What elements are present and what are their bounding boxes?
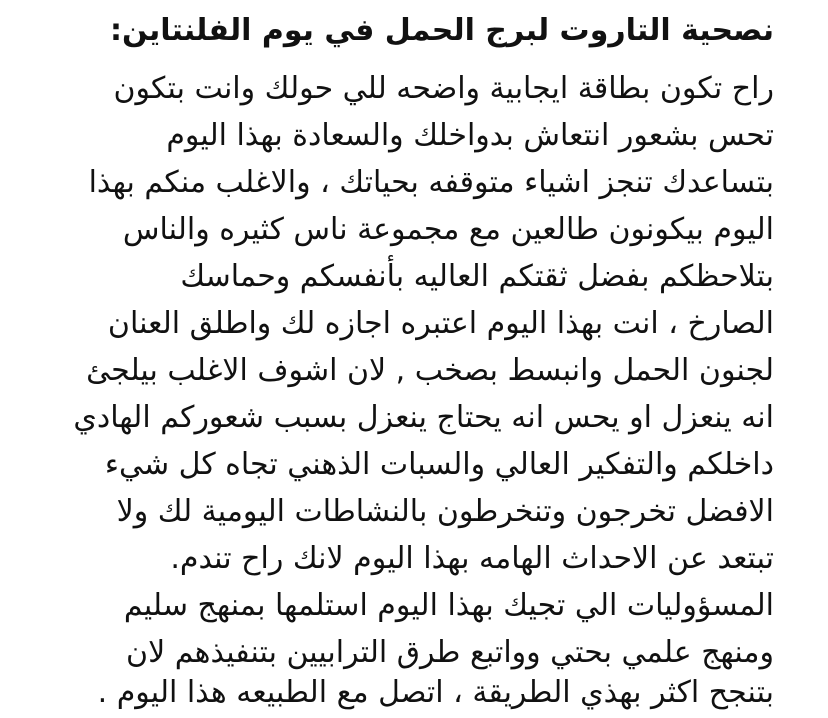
paragraph-line: اليوم بيكونون طالعين مع مجموعة ناس كثيره والناس <box>122 212 774 247</box>
paragraph-line: الصارخ ، انت بهذا اليوم اعتبره اجازه لك واطلق العنان <box>107 306 774 341</box>
paragraph-line: راح تكون بطاقة ايجابية واضحه للي حولك وانت بتكون <box>113 71 774 106</box>
paragraph-line: تبتعد عن الاحداث الهامه بهذا اليوم لانك راح تندم. <box>170 541 774 576</box>
paragraph-line: بتلاحظكم بفضل ثقتكم العاليه بأنفسكم وحماسك <box>180 259 774 294</box>
paragraph-line: لجنون الحمل وانبسط بصخب , لان اشوف الاغلب بيلجئ <box>86 353 774 388</box>
paragraph-line: الافضل تخرجون وتنخرطون بالنشاطات اليومية لك ولا <box>116 494 774 529</box>
document-heading: نصحية التاروت لبرج الحمل في يوم الفلنتاين: <box>110 13 774 48</box>
paragraph-line: بتنجح اكثر بهذي الطريقة ، اتصل مع الطبيعه هذا اليوم . <box>97 675 774 710</box>
paragraph-line: المسؤوليات الي تجيك بهذا اليوم استلمها بمنهج سليم <box>123 588 774 623</box>
paragraph-line: داخلكم والتفكير العالي والسبات الذهني تجاه كل شيء <box>104 447 774 482</box>
paragraph-line: انه ينعزل او يحس انه يحتاج ينعزل بسبب شعوركم الهادي <box>73 400 774 435</box>
paragraph-line: بتساعدك تنجز اشياء متوقفه بحياتك ، والاغلب منكم بهذا <box>88 165 774 200</box>
paragraph-line: تحس بشعور انتعاش بدواخلك والسعادة بهذا اليوم <box>166 118 774 153</box>
paragraph-line: ومنهج علمي بحتي وواتبع طرق الترابيين بتنفيذهم لان <box>126 635 774 670</box>
